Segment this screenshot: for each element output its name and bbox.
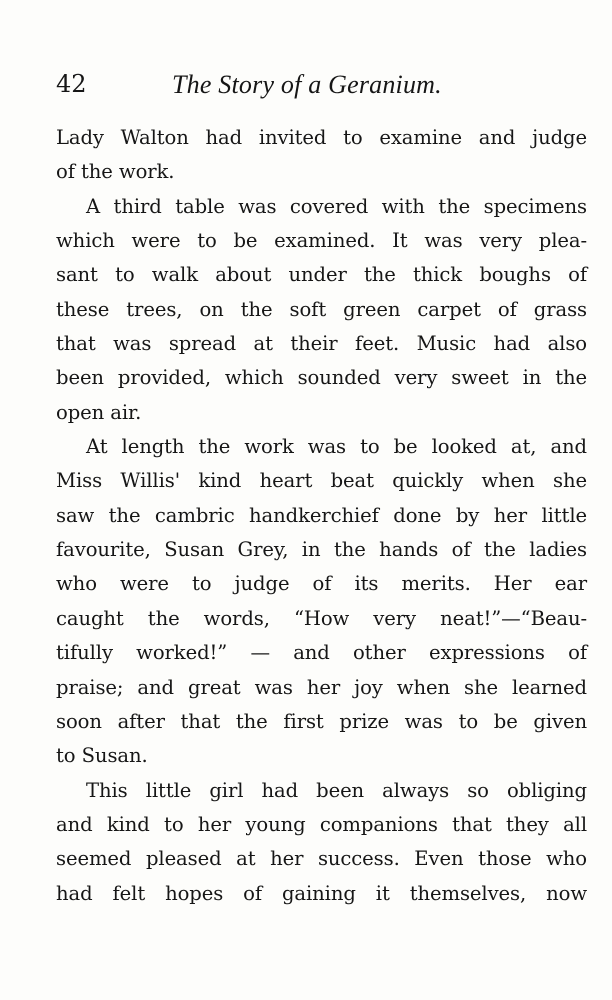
page-number: 42	[56, 70, 87, 98]
text-line: At length the work was to be looked at, and	[86, 435, 587, 459]
text-line: seemed pleased at her success. Even those who	[56, 847, 587, 871]
text-line: caught the words, “How very neat!”—“Beau-	[56, 606, 587, 630]
text-line: This little girl had been always so obliging	[86, 778, 587, 802]
text-line: Lady Walton had invited to examine and judge	[56, 126, 587, 149]
text-line: open air.	[56, 400, 142, 424]
text-line: that was spread at their feet. Music had also	[56, 332, 587, 356]
text-line: favourite, Susan Grey, in the hands of the ladies	[56, 538, 587, 562]
text-line: these trees, on the soft green carpet of grass	[56, 297, 587, 321]
text-line: who were to judge of its merits. Her ear	[56, 572, 587, 596]
running-title: The Story of a Geranium.	[172, 70, 442, 99]
text-line: to Susan.	[56, 744, 148, 768]
text-line: praise; and great was her joy when she learned	[56, 675, 587, 699]
text-line: had felt hopes of gaining it themselves, now	[56, 881, 587, 905]
text-line: sant to walk about under the thick boughs of	[56, 263, 587, 287]
text-line: saw the cambric handkerchief done by her little	[56, 503, 587, 527]
page-header	[56, 70, 586, 104]
text-line: which were to be examined. It was very plea-	[56, 229, 587, 253]
text-line: of the work.	[56, 160, 175, 184]
text-line: and kind to her young companions that they all	[56, 812, 587, 836]
text-line: tifully worked!” — and other expressions of	[56, 641, 587, 665]
body-text	[56, 121, 587, 911]
text-line: A third table was covered with the specimens	[86, 194, 587, 218]
text-line: Miss Willis' kind heart beat quickly when she	[56, 469, 587, 493]
text-line: soon after that the first prize was to be given	[56, 709, 587, 733]
text-line: been provided, which sounded very sweet in the	[56, 366, 587, 390]
